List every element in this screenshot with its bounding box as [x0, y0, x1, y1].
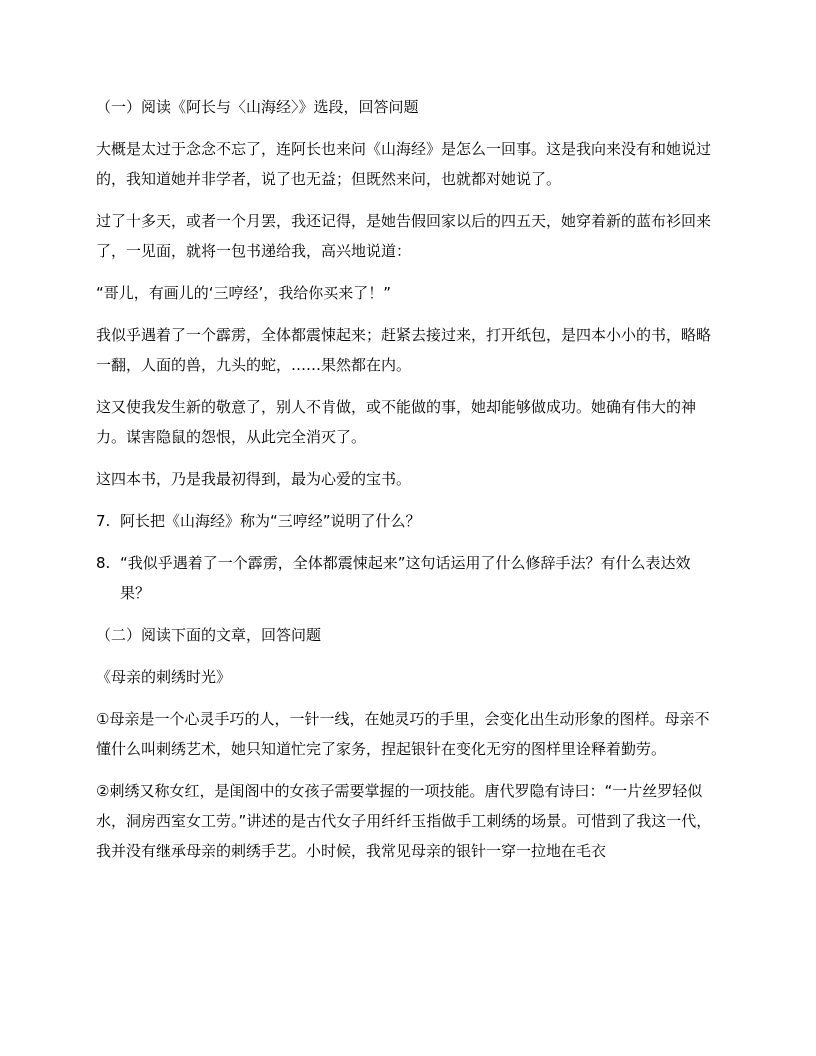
- question-8: [96, 548, 720, 608]
- section-1-paragraph-4: 我似乎遇着了一个霹雳，全体都震悚起来；赶紧去接过来，打开纸包，是四本小小的书，略略一翻，人面的兽，九头的蛇，……果然都在内。: [96, 326, 712, 374]
- section-1-paragraph-5: 这又使我发生新的敬意了，别人不肯做，或不能做的事，她却能够做成功。她确有伟大的神力。谋害隐鼠的怨恨，从此完全消灭了。: [96, 398, 697, 446]
- section-1-paragraph-2: 过了十多天，或者一个月罢，我还记得，是她告假回家以后的四五天，她穿着新的蓝布衫回来了，一见面，就将一包书递给我，高兴地说道：: [96, 212, 712, 260]
- question-7-text: 阿长把《山海经》称为“三哼经”说明了什么？: [120, 512, 421, 530]
- section-1-paragraph-1: 大概是太过于念念不忘了，连阿长也来问《山海经》是怎么一回事。这是我向来没有和她说过的，我知道她并非学者，说了也无益；但既然来问，也就都对她说了。: [96, 140, 712, 188]
- section-2-paragraph-2: ②刺绣又称女红，是闺阁中的女孩子需要掌握的一项技能。唐代罗隐有诗曰：“一片丝罗轻似水，洞房西室女工劳。”讲述的是古代女子用纤纤玉指做手工刺绣的场景。可惜到了我这一代，我并没有继承母亲的刺绣手艺。小时候，我常见母亲的银针一穿一拉地在毛衣: [96, 782, 712, 860]
- section-2-paragraph-1: ①母亲是一个心灵手巧的人，一针一线，在她灵巧的手里，会变化出生动形象的图样。母亲不懂什么叫刺绣艺术，她只知道忙完了家务，捏起银针在变化无穷的图样里诠释着勤劳。: [96, 710, 710, 758]
- section-2-title: （二）阅读下面的文章，回答问题: [96, 626, 322, 644]
- question-7-number: 7.: [96, 512, 111, 530]
- section-1-paragraph-6: 这四本书，乃是我最初得到，最为心爱的宝书。: [96, 470, 412, 488]
- section-1-paragraph-3: “哥儿，有画儿的‘三哼经’，我给你买来了！”: [96, 284, 392, 302]
- question-7: [96, 506, 720, 536]
- question-8-number: 8.: [96, 554, 111, 572]
- article-title: 《母亲的刺绣时光》: [96, 668, 232, 686]
- question-8-text: “我似乎遇着了一个霹雳，全体都震悚起来”这句话运用了什么修辞手法？有什么表达效果？: [120, 554, 691, 602]
- section-1-title: （一）阅读《阿长与〈山海经〉》选段，回答问题: [96, 98, 419, 116]
